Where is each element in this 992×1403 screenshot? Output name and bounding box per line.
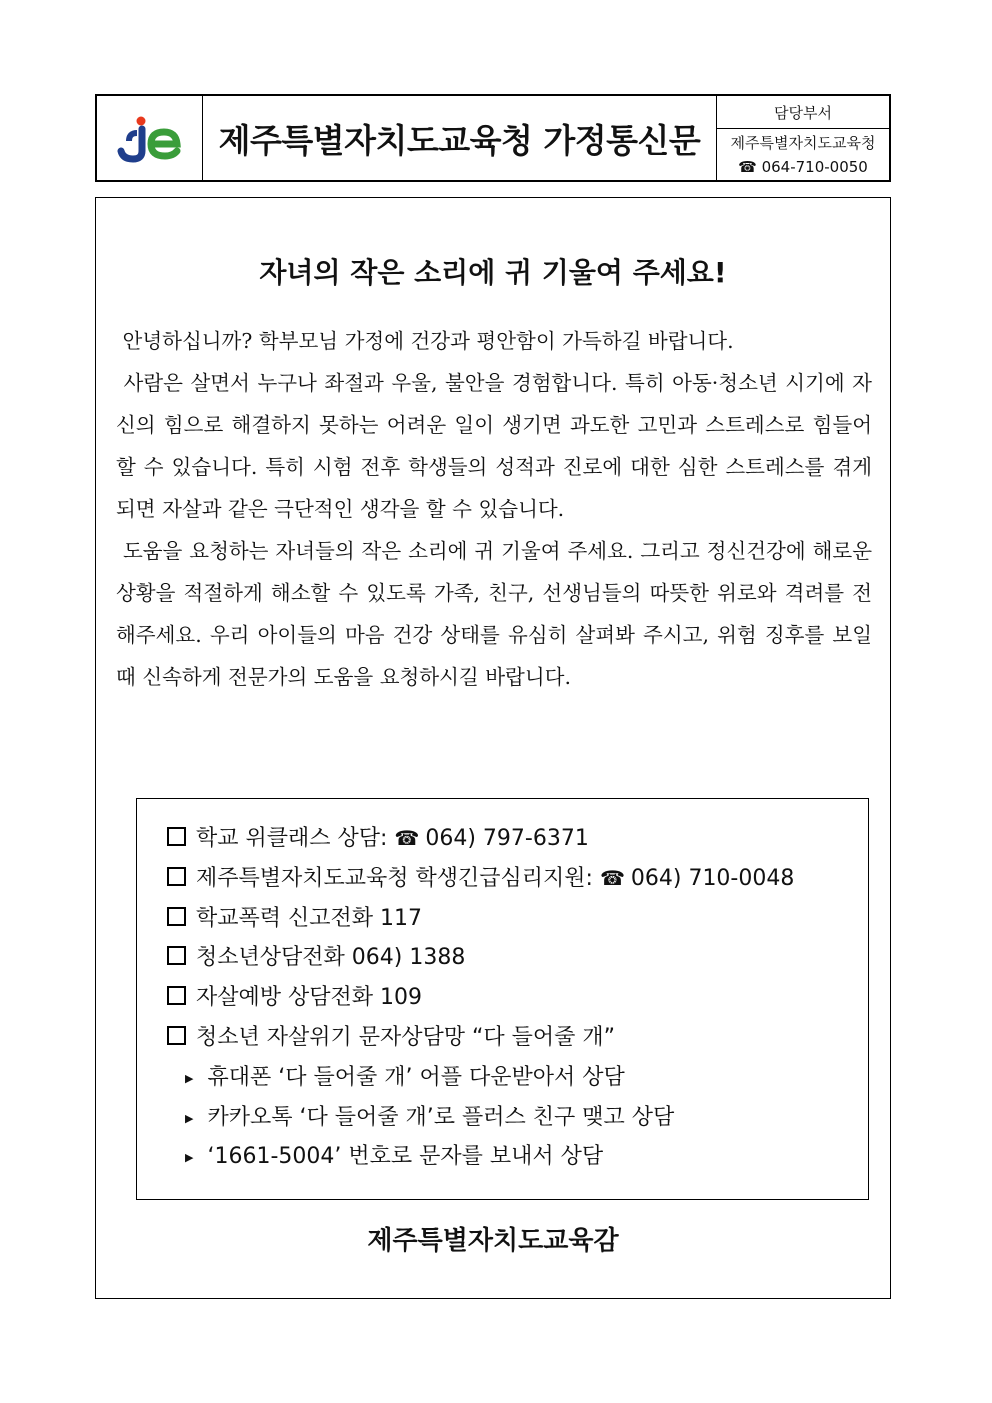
department-info <box>717 129 889 180</box>
letter-frame <box>95 197 891 1299</box>
department-name: 제주특별자치도교육청 <box>730 133 876 152</box>
signature: 제주특별자치도교육감 <box>367 1226 619 1256</box>
contact-item: 학교 위클래스 상담: ☎ 064) 797-6371 <box>167 819 868 859</box>
jeju-education-logo <box>115 113 185 163</box>
paragraph-greeting: 안녕하십니까? 학부모님 가정에 건강과 평안함이 가득하길 바랍니다. <box>122 329 734 353</box>
contact-box <box>136 798 869 1200</box>
checkbox-square-icon <box>167 986 186 1005</box>
phone-icon: ☎ <box>599 865 625 890</box>
paragraph-stress: 사람은 살면서 누구나 좌절과 우울, 불안을 경험합니다. 특히 아동·청소년 시기에 자신의 힘으로 해결하지 못하는 어려운 일이 생기면 과도한 고민과 스트레스로 힘들어 할 수 있습니다. 특히 시험 전후 학생들의 성적과 진로에 대한 심한 스트레스를 겪게 되면 자살과 같은 극단적인 생각을 할 수 있습니다. <box>116 371 872 521</box>
checkbox-square-icon <box>167 1026 186 1045</box>
letter-headline: 자녀의 작은 소리에 귀 기울여 주세요! <box>259 256 727 289</box>
contact-item: 자살예방 상담전화 109 <box>167 978 868 1018</box>
newsletter-header <box>95 94 891 182</box>
triangle-bullet-icon: ▶ <box>185 1111 194 1125</box>
newsletter-title: 제주특별자치도교육청 가정통신문 <box>218 120 701 160</box>
contact-item: 청소년 자살위기 문자상담망 “다 들어줄 개” <box>167 1018 868 1058</box>
checkbox-square-icon <box>167 867 186 886</box>
triangle-bullet-icon: ▶ <box>185 1151 194 1165</box>
contact-sub-item: ▶ ‘1661-5004’ 번호로 문자를 보내서 상담 <box>167 1137 868 1177</box>
department-cell <box>717 96 889 180</box>
checkbox-square-icon <box>167 907 186 926</box>
department-label: 담당부서 <box>717 96 889 129</box>
checkbox-square-icon <box>167 946 186 965</box>
department-phone: 064-710-0050 <box>761 157 868 176</box>
contact-sub-item: ▶ 휴대폰 ‘다 들어줄 개’ 어플 다운받아서 상담 <box>167 1058 868 1098</box>
checkbox-square-icon <box>167 827 186 846</box>
contact-item: 제주특별자치도교육청 학생긴급심리지원: ☎ 064) 710-0048 <box>167 859 868 899</box>
newsletter-title-cell <box>203 96 717 180</box>
letter-body <box>116 320 872 698</box>
department-phone-line <box>738 155 868 179</box>
contact-sub-item: ▶ 카카오톡 ‘다 들어줄 개’로 플러스 친구 맺고 상담 <box>167 1098 868 1138</box>
logo-cell <box>97 96 203 180</box>
phone-icon: ☎ <box>394 826 420 850</box>
triangle-bullet-icon: ▶ <box>185 1071 194 1085</box>
contact-item: 학교폭력 신고전화 117 <box>167 899 868 939</box>
contact-item: 청소년상담전화 064) 1388 <box>167 938 868 978</box>
paragraph-request: 도움을 요청하는 자녀들의 작은 소리에 귀 기울여 주세요. 그리고 정신건강에 해로운 상황을 적절하게 해소할 수 있도록 가족, 친구, 선생님들의 따뜻한 위로와 격려를 전해주세요. 우리 아이들의 마음 건강 상태를 유심히 살펴봐 주시고, 위험 징후를 보일 때 신속하게 전문가의 도움을 요청하시길 바랍니다. <box>116 539 872 689</box>
phone-icon: ☎ <box>738 157 757 176</box>
